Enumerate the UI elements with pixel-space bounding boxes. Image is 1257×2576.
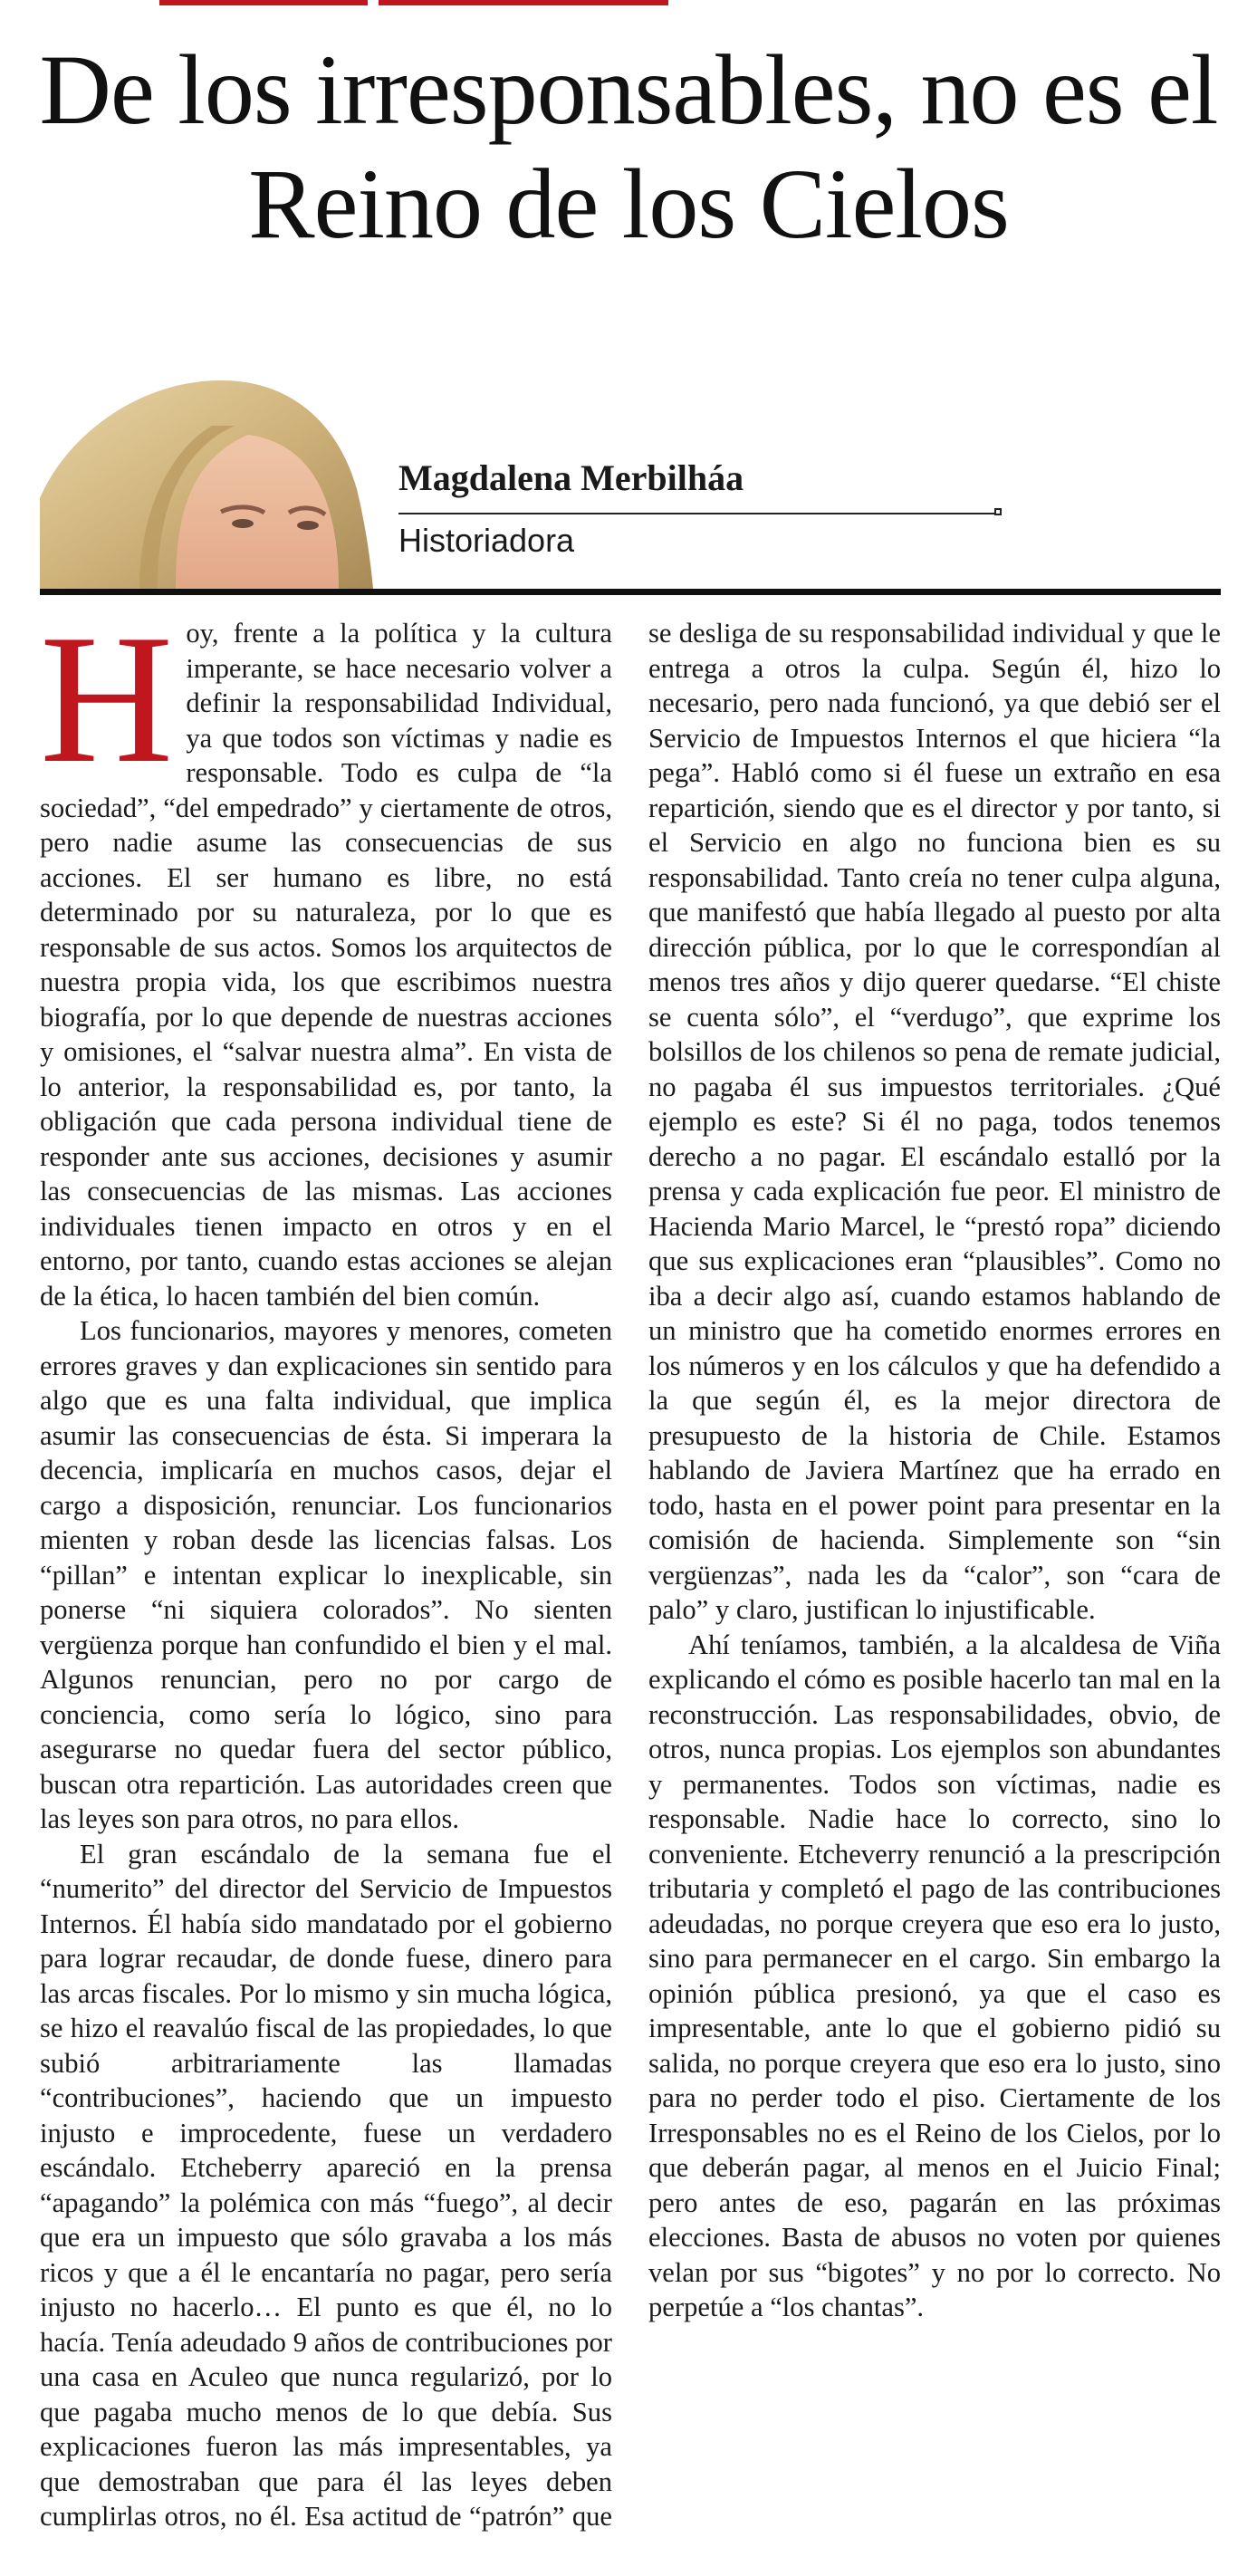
author-portrait: [40, 362, 382, 589]
article-paragraph-2: Los funcionarios, mayores y menores, cometen errores graves y dan explicaciones sin sentido para algo que es una falta individual, que implica asumir las consecuencias de ésta. Si imperara la decencia, implicaría en muchos casos, dejar el cargo a disposición, renunciar. Los funcionarios mienten y roban desde las licencias falsas. Los “pillan” e intentan explicar lo inexplicable, sin ponerse “ni siquiera colorados”. No sienten vergüenza porque han confundido el bien y el mal. Algunos renuncian, pero no por cargo de conciencia, como sería lo lógico, sino para asegurarse no quedar fuera del sector público, buscan otra repartición. Las autoridades creen que las leyes son para otros, no para ellos.: [40, 1315, 612, 1834]
article-paragraph-1: Hoy, frente a la política y la cultura imperante, se hace necesario volver a definir la responsabilidad Individual, ya que todos son víctimas y nadie es responsable. Todo es culpa de “la sociedad”, “del empedrado” y ciertamente de otros, pero nadie asume las consecuencias de sus acciones. El ser humano es libre, no está determinado por su naturaleza, por lo que es responsable de sus actos. Somos los arquitectos de nuestra propia vida, los que escribimos nuestra biografía, por lo que depende de nuestras acciones y omisiones, el “salvar nuestra alma”. En vista de lo anterior, la responsabilidad es, por tanto, la obligación que cada persona individual tiene de responder ante sus acciones, decisiones y asumir las consecuencias de las mismas. Las acciones individuales tienen impacto en otros y en el entorno, por tanto, cuando estas acciones se alejan de la ética, lo hacen también del bien común.: [40, 597, 612, 1312]
author-name: Magdalena Merbilháa: [398, 457, 744, 498]
header-rule: [40, 589, 1221, 595]
author-divider: [398, 513, 998, 514]
author-role: Historiadora: [398, 522, 575, 559]
article-paragraph-4: Ahí teníamos, también, a la alcaldesa de Viña explicando el cómo es posible hacerlo tan mal en la reconstrucción. Las responsabilidades, obvio, de otros, nunca propias. Los ejemplos son abundantes y permanentes. Todos son víctimas, nadie es responsable. Nadie hace lo correcto, sino lo conveniente. Etcheverry renunció a la prescripción tributaria y completó el pago de las contribuciones adeudadas, no porque creyera que eso era lo justo, sino para permanecer en el cargo. Sin embargo la opinión pública presionó, ya que el caso es impresentable, ante lo que el gobierno pidió su salida, no porque creyera que eso era lo justo, sino para no perder todo el piso. Ciertamente de los Irresponsables no es el Reino de los Cielos, por lo que deberán pagar, al menos en el Juicio Final; pero antes de eso, pagarán en las próximas elecciones. Basta de abusos no voten por quienes velan por sus “bigotes” y no por lo correcto. No perpetúe a “los chantas”.: [648, 1629, 1221, 2322]
headline: De los irresponsables, no es el Reino de los Cielos: [39, 34, 1218, 259]
article-paragraph-3: El gran escándalo de la semana fue el “numerito” del director del Servicio de Impuestos Internos. Él había sido mandatado por el gobierno para lograr recaudar, de donde fuese, dinero para las arcas fiscales. Por lo mismo y sin mucha lógica, se hizo el reavalúo fiscal de las propiedades, lo que subió arbitrariamente las llamadas “contribuciones”, haciendo que un impuesto injusto e improcedente, fuese un verdadero escándalo. Etcheberry apareció en la prensa “apagando” la polémica con más “fuego”, al decir que era un impuesto que sólo gravaba a los más ricos y que a él le encantaría no pagar, pero sería injusto no hacerlo… El punto es que él, no lo hacía. Tenía adeudado 9 años de contribuciones por una casa en Aculeo que nunca regularizó, por lo que pagaba mucho menos de lo que debía. Sus explicaciones fueron las más impresentables, ya que demostraban que para él las leyes deben cumplirlas otros, no él. Esa actitud de “patrón” que se desliga de su responsabilidad individual y que le entrega a otros la culpa. Según él, hizo lo necesario, pero nada funcionó, ya que debió ser el Servicio de Impuestos Internos el que hiciera “la pega”. Habló como si él fuese un extraño en esa repartición, siendo que es el director y por tanto, si el Servicio en algo no funciona bien es su responsabilidad. Tanto creía no tener culpa alguna, que manifestó que había llegado al puesto por alta dirección pública, por lo que le correspondían al menos tres años y dijo querer quedarse. “El chiste se cuenta sólo”, el “verdugo”, que exprime los bolsillos de los chilenos so pena de remate judicial, no pagaba él sus impuestos territoriales. ¿Qué ejemplo es este? Si él no paga, todos tenemos derecho a no pagar. El escándalo estalló por la prensa y cada explicación fue peor. El ministro de Hacienda Mario Marcel, le “prestó ropa” diciendo que sus explicaciones eran “plausibles”. Como no iba a decir algo así, cuando estamos hablando de un ministro que ha cometido enormes errores en los números y en los cálculos y que ha defendido a la que según él, es la mejor directora de presupuesto de la historia de Chile. Estamos hablando de Javiera Martínez que ha errado en todo, hasta en el power point para presentar en la comisión de hacienda. Simplemente son “sin vergüenzas”, nada les da “calor”, son “cara de palo” y claro, justifican lo injustificable.: [40, 618, 1221, 2532]
author-divider-end: [994, 508, 1002, 515]
article-body: [40, 597, 1221, 2554]
top-color-bar: [0, 0, 1257, 5]
dropcap: H: [40, 597, 174, 802]
